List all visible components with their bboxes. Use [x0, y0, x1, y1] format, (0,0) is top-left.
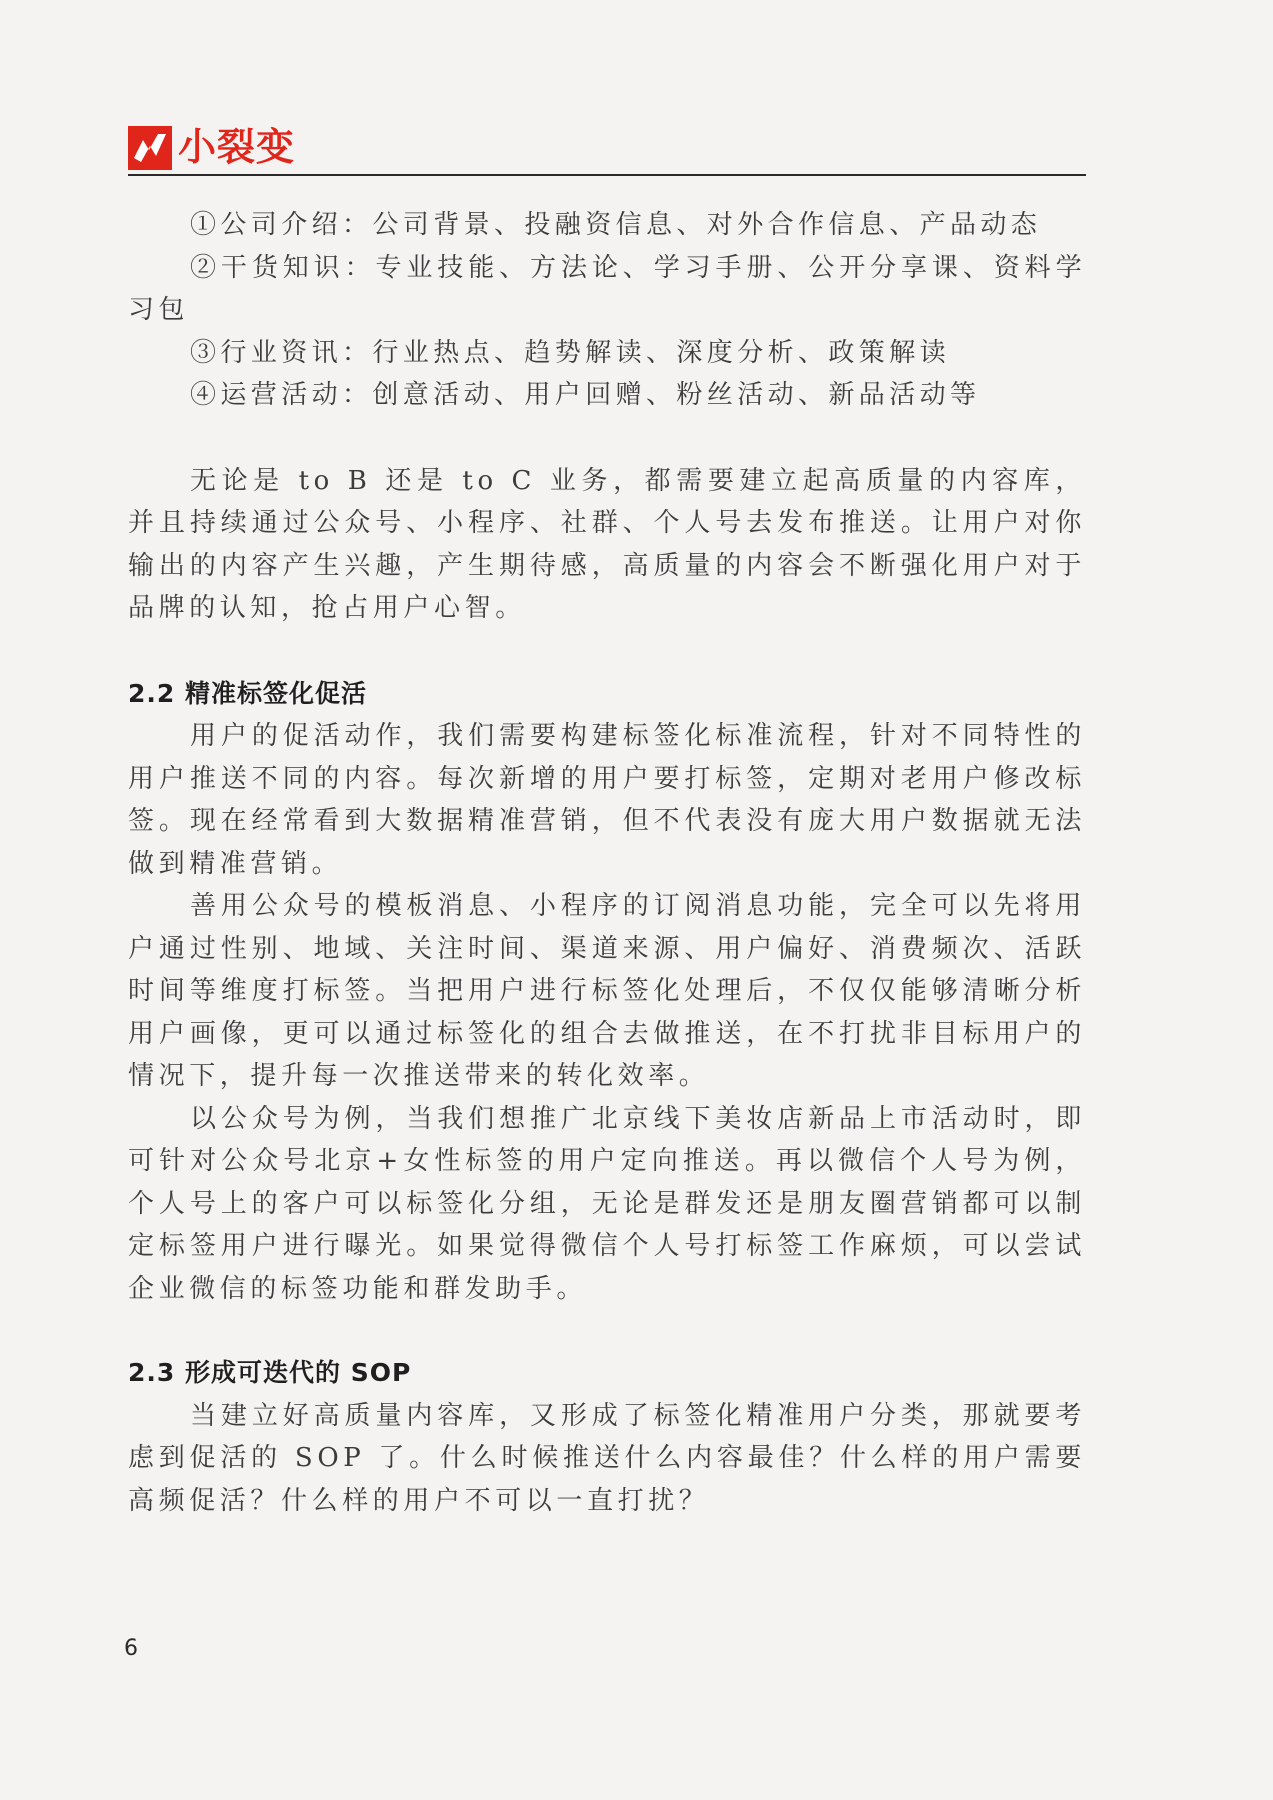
- list-item: ①公司介绍：公司背景、投融资信息、对外合作信息、产品动态: [190, 210, 1042, 240]
- brand-name: 小裂变: [178, 125, 296, 169]
- spacer: [128, 630, 1086, 673]
- page-number: 6: [124, 1636, 138, 1661]
- spacer: [128, 417, 1086, 460]
- lightning-logo-icon: [128, 126, 172, 170]
- spacer: [128, 1310, 1086, 1352]
- list-item: ④运营活动：创意活动、用户回赠、粉丝活动、新品活动等: [190, 380, 981, 410]
- list-item: ②干货知识：专业技能、方法论、学习手册、公开分享课、资料学习包: [128, 252, 1086, 325]
- page-header: [128, 118, 1086, 176]
- body-paragraph: 用户的促活动作，我们需要构建标签化标准流程，针对不同特性的用户推送不同的内容。每次新增的用户要打标签，定期对老用户修改标签。现在经常看到大数据精准营销，但不代表没有庞大用户数据就无法做到精准营销。: [128, 721, 1086, 879]
- header-divider: [128, 174, 1086, 176]
- body-paragraph: 善用公众号的模板消息、小程序的订阅消息功能，完全可以先将用户通过性别、地域、关注时间、渠道来源、用户偏好、消费频次、活跃时间等维度打标签。当把用户进行标签化处理后，不仅仅能够清晰分析用户画像，更可以通过标签化的组合去做推送，在不打扰非目标用户的情况下，提升每一次推送带来的转化效率。: [128, 891, 1086, 1091]
- body-paragraph: 以公众号为例，当我们想推广北京线下美妆店新品上市活动时，即可针对公众号北京+女性标签的用户定向推送。再以微信个人号为例，个人号上的客户可以标签化分组，无论是群发还是朋友圈营销都可以制定标签用户进行曝光。如果觉得微信个人号打标签工作麻烦，可以尝试企业微信的标签功能和群发助手。: [128, 1103, 1086, 1304]
- section-heading: 2.2 精准标签化促活: [128, 678, 367, 708]
- page-content: [128, 204, 1086, 1522]
- list-item: ③行业资讯：行业热点、趋势解读、深度分析、政策解读: [190, 337, 951, 368]
- body-paragraph: 当建立好高质量内容库，又形成了标签化精准用户分类，那就要考虑到促活的 SOP 了。什么时候推送什么内容最佳？什么样的用户需要高频促活？什么样的用户不可以一直打扰？: [128, 1400, 1086, 1516]
- intro-paragraph: 无论是 to B 还是 to C 业务，都需要建立起高质量的内容库，并且持续通过公众号、小程序、社群、个人号去发布推送。让用户对你输出的内容产生兴趣，产生期待感，高质量的内容会不断强化用户对于品牌的认知，抢占用户心智。: [128, 465, 1086, 623]
- section-heading: 2.3 形成可迭代的 SOP: [128, 1358, 412, 1387]
